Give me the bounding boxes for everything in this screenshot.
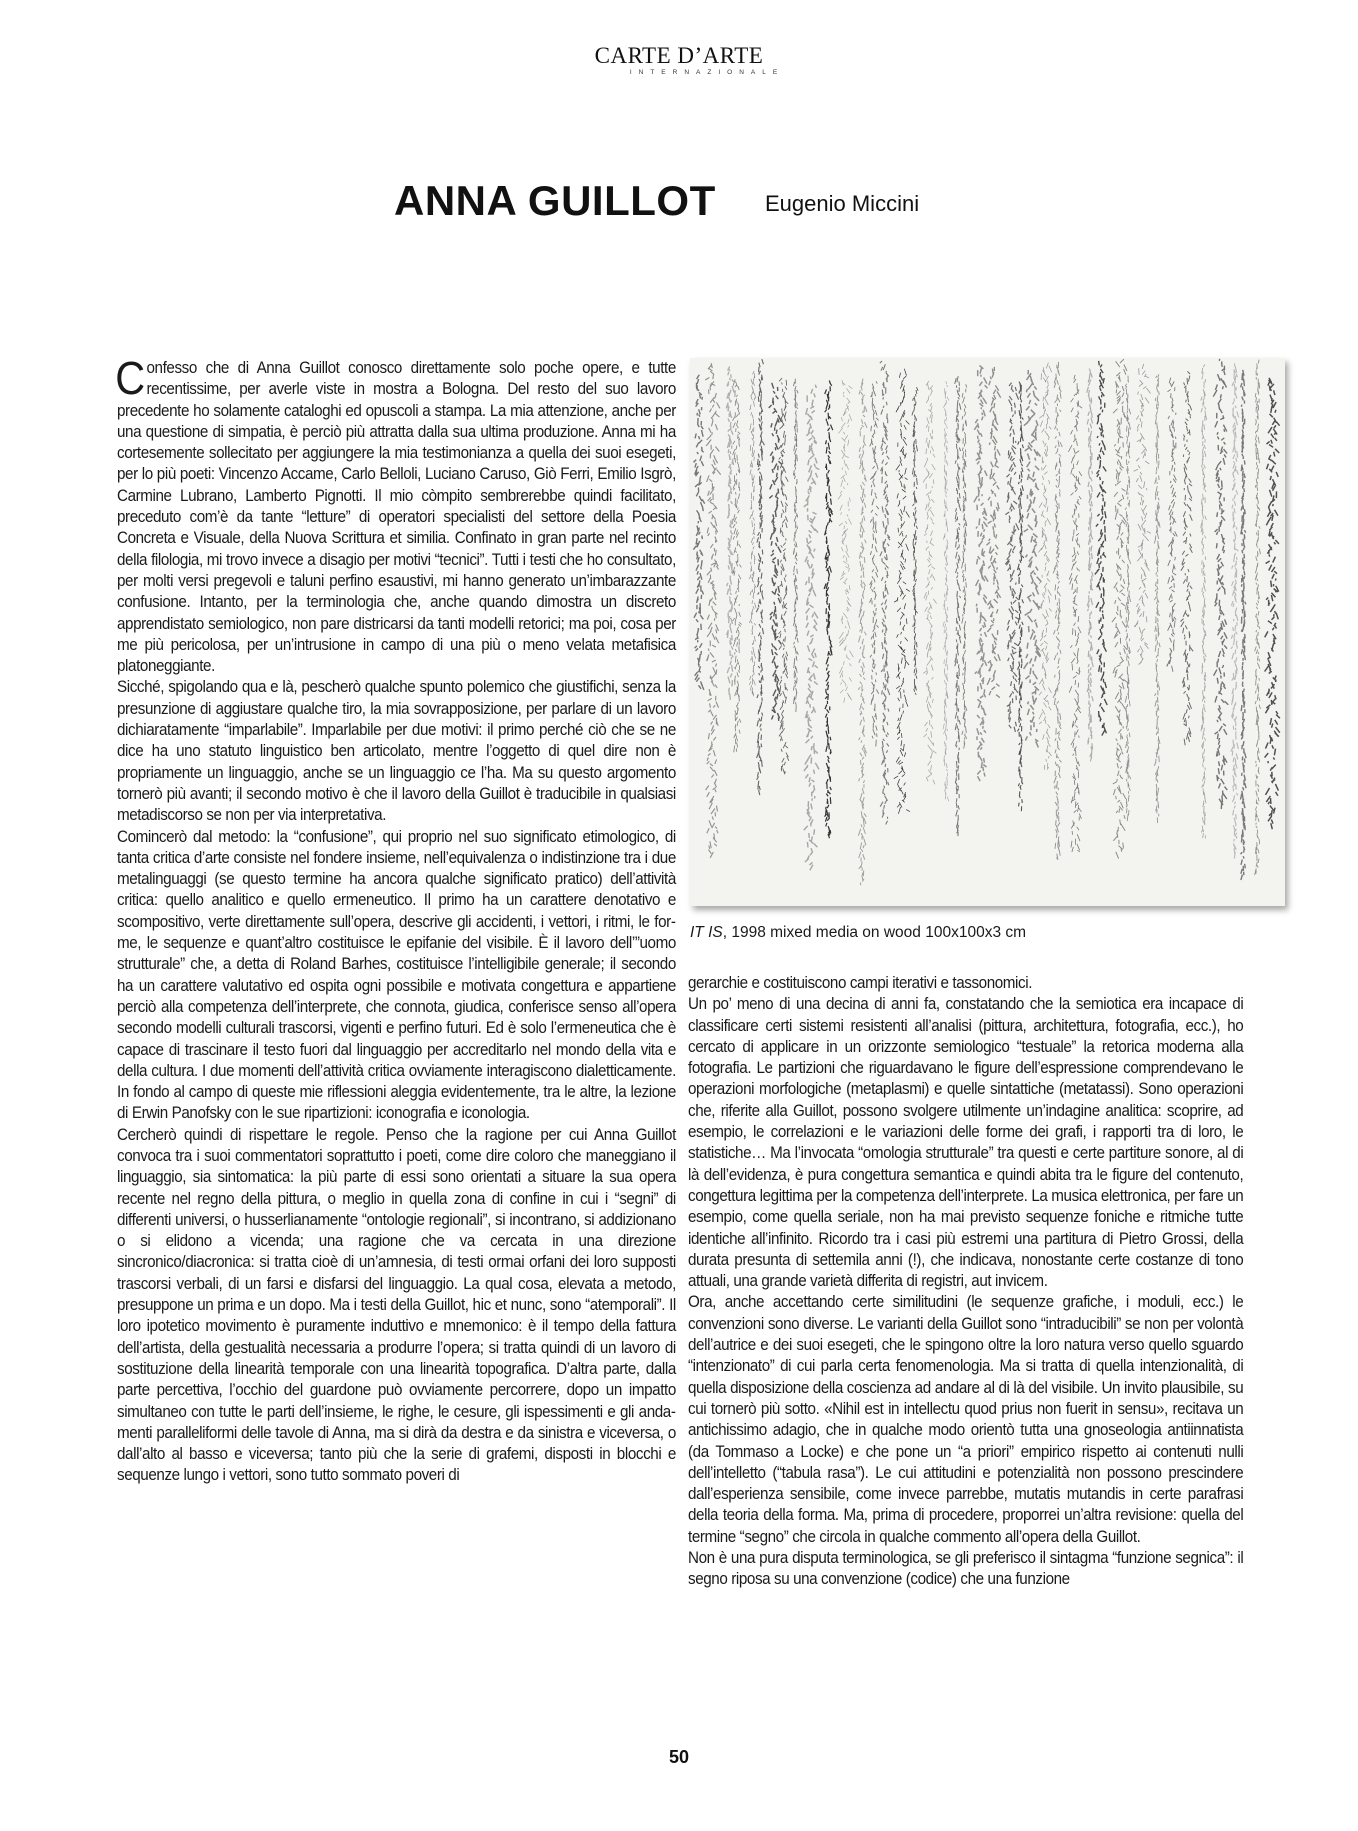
paragraph: Comincerò dal metodo: la “confusione”, qui proprio nel suo significato etimologico, di tanta critica d’arte consiste nel fondere insieme, nell’equivalenza o indistinzione tra i due metalinguaggi (se questo termine ha ancora qualche significato pratico) dell’attività critica: quello analitico e quello ermeneutico. Il primo ha un carattere denotativo e scompositivo, verte direttamente sull’opera, descrive gli accidenti, i vettori, i ritmi, le forme, le sequenze e quant’altro costituisce le epifanie del visibile. È il lavoro dell’”uomo strutturale” che, a detta di Roland Barhes, costituisce l’intelligibile generale; il secondo ha un carattere valutativo ed ospita ogni possibile e motivata congettura e appartiene perciò alla competenza dell’interprete, che connota, giudica, conferisce senso all’opera secondo modelli culturali trascorsi, vigenti e perfino futuri. Ed è solo l’ermeneutica che è capace di trascinare il testo fuori dal linguaggio per accreditarlo nel mondo della vita e della cultura. I due momenti dell’attività critica ovviamente interagiscono dialetticamente. In fondo al campo di queste mie riflessioni aleggia evidentemente, tra le altre, la lezione di Erwin Panofsky con le sue ripartizioni: iconografia e iconologia.: [117, 826, 676, 1123]
artwork-scribbles: [690, 358, 1285, 906]
caption-title: IT IS: [690, 924, 723, 941]
paragraph-text: onfesso che di Anna Guillot conosco direttamente solo poche opere, e tutte recentissime, per averle viste in mostra a Bologna. Del resto del suo lavoro precedente ho solamente cataloghi ed opuscoli a stampa. La mia attenzione, anche per una questione di simpatia, è perciò più attratta dalla sua ultima produzione. Anna mi ha cortesemente sollecitato per aggiungere la mia testimonianza a quella dei suoi esegeti, per lo più poeti: Vincenzo Accame, Carlo Belloli, Luciano Caruso, Giò Ferri, Emilio Isgrò, Carmine Lubrano, Lamberto Pignotti. Il mio còmpito sembrerebbe quindi facilitato, preceduto com’è da tante “letture” di operatori specialisti del settore della Poesia Concreta e Visuale, della Nuova Scrittura et similia. Confinato in gran parte nel recinto della filologia, mi trovo invece a disagio per motivi “tecnici”. Tutti i testi che ho consultato, per molti versi pregevoli e taluni perfino esaustivi, mi hanno generato un’imbarazzante confusione. Intanto, per la terminologia che, anche quando dimostra un discreto apprendistato semiologico, non pare districarsi da tanti modelli retorici; ma poi, cosa per me più pericolosa, per un’intrusione in campo di una più o meno velata metafisica platoneggiante.: [117, 358, 676, 676]
paragraph: Sicché, spigolando qua e là, pescherò qualche spunto polemico che giustifichi, senza la presunzione di aggiustare qualche tiro, la mia sovrapposizione, per parlare di un lavoro dichiaratamente “imparlabile”. Imparlabile per due motivi: il primo perché ciò che se ne dice ha uno statuto linguistico ben articolato, mentre l’oggetto di quel dire non è propriamente un linguaggio, anche se un linguaggio ce l’ha. Ma su questo argomento tornerò più avanti; il secondo motivo è che il lavoro della Guillot è traducibile in qualsiasi metadiscorso se non per via interpretativa.: [117, 677, 676, 825]
paragraph: Cercherò quindi di rispettare le regole. Penso che la ragione per cui Anna Guillot convoca tra i suoi commentatori soprattutto i poeti, come dire coloro che maneggiano il linguaggio, sia sintomatica: la più parte di essi sono orientati a situare la sua opera recente nel regno della pittura, o meglio in quella zona di confine in cui i “segni” di differenti universi, o husserlianamente “ontologie regionali”, si incontrano, si addizionano o si elidono a vicenda; una ragione che va cercata in una direzione sincronico/diacronica: si tratta cioè di un’amnesia, di testi ormai orfani dei loro supposti trascorsi verbali, di un farsi e disfarsi del linguaggio. La qual cosa, elevata a metodo, presuppone un prima e un dopo. Ma i testi della Guillot, hic et nunc, sono “atemporali”. Il loro ipotetico movimento è puramente induttivo e mnemonico: è il tempo della fattura dell’artista, della gestualità necessaria a produrre l’opera; si tratta quindi di un lavoro di sostituzione della linearità temporale con una linearità topografica. D’altra parte, dalla parte percettiva, l’occhio del guardone può ovviamente percorrere, dopo un impatto simultaneo con tutte le parti dell’insieme, le righe, le cesure, gli ispessimenti e gli andamenti paralleliformi delle tavole di Anna, ma si dirà da destra e da sinistra e viceversa, o dall’alto al basso e viceversa; tanto più che la serie di grafemi, disposti in blocchi e sequenze lungo i vettori, sono tutto sommato poveri di: [117, 1124, 676, 1485]
masthead-subtitle: INTERNAZIONALE: [629, 69, 785, 76]
article-title: ANNA GUILLOT: [394, 177, 716, 224]
article-author: Eugenio Miccini: [765, 191, 920, 216]
paragraph: Non è una pura disputa terminologica, se gli preferisco il sintagma “funzione segnica”: il segno riposa su una convenzione (codice) che una funzione: [688, 1548, 1244, 1589]
right-column: [688, 972, 1243, 1590]
caption-details: , 1998 mixed media on wood 100x100x3 cm: [722, 924, 1027, 941]
drop-cap: C: [115, 352, 145, 404]
paragraph: gerarchie e costituiscono campi iterativi e tassonomici.: [688, 973, 1033, 992]
page-number: 50: [668, 1747, 690, 1767]
paragraph: [115, 352, 676, 676]
artwork-caption: [690, 924, 1026, 942]
artwork-image: [690, 358, 1285, 906]
masthead: [0, 44, 1358, 76]
paragraph: Un po’ meno di una decina di anni fa, constatando che la semiotica era incapace di classificare certi sistemi resistenti all’analisi (pittura, architettura, fotografia, ecc.), ho cercato di applicare in un orizzonte semiologico “testuale” la retorica moderna alla fotografia. Le partizioni che riguardavano le figure dell’espressione comprendevano le operazioni morfologiche (metaplasmi) e quelle sintattiche (metatassi). Sono operazioni che, riferite alla Guillot, possono svolgere utilmente un’indagine analitica: scoprire, ad esempio, le correlazioni e le variazioni delle forme dei grafi, i rapporti tra di loro, le statistiche… Ma l’invocata “omologia strutturale” tra questi e certe partiture sonore, al di là dell’evidenza, è pura congettura semantica e quindi abita tra le figure del contenuto, congettura legittima per la competenza dell’interprete. La musica elettronica, per fare un esempio, come quella seriale, non ha mai previsto sequenze foniche e ritmiche tutte identiche all’infinito. Ricordo tra i casi più estremi una partitura di Pietro Grossi, della durata presunta di settemila anni (!), che indicava, nonostante certe costanze di tono attuali, una grande varietà differita di registri, aut invicem.: [688, 994, 1244, 1291]
paragraph: Ora, anche accettando certe similitudini (le sequenze grafiche, i moduli, ecc.) le convenzioni sono diverse. Le varianti della Guillot sono “intraducibili” se non per volontà dell’autrice e dei suoi esegeti, che le spingono oltre la loro natura verso quello sguardo “intenzionato” di cui parla certa fenomenologia. Ma si tratta di quella intenzionalità, di quella disposizione della coscienza ad andare al di là del visibile. Un invito plausibile, su cui tornerò più sotto. «Nihil est in intellectu quod prius non fuerit in sensu», recitava un antichissimo adagio, che in qualche modo orientò tutta una gnoseologia antiinnatista (da Tommaso a Locke) e che pone un “a priori” empirico rispetto ai contenuti nulli dell’intelletto (“tabula rasa”). Le cui attitudini e potenzialità non possono prescindere dall’esperienza sensibile, come invece parrebbe, mutatis mutandis in certe parafrasi della teoria della forma. Ma, prima di procedere, proporrei un’altra revisione: quella del termine “segno” che circola in qualche commento all’opera della Guillot.: [688, 1292, 1244, 1546]
article-header: [0, 176, 1358, 232]
masthead-title: CARTE D’ARTE: [594, 43, 764, 68]
left-column: [115, 352, 676, 1486]
